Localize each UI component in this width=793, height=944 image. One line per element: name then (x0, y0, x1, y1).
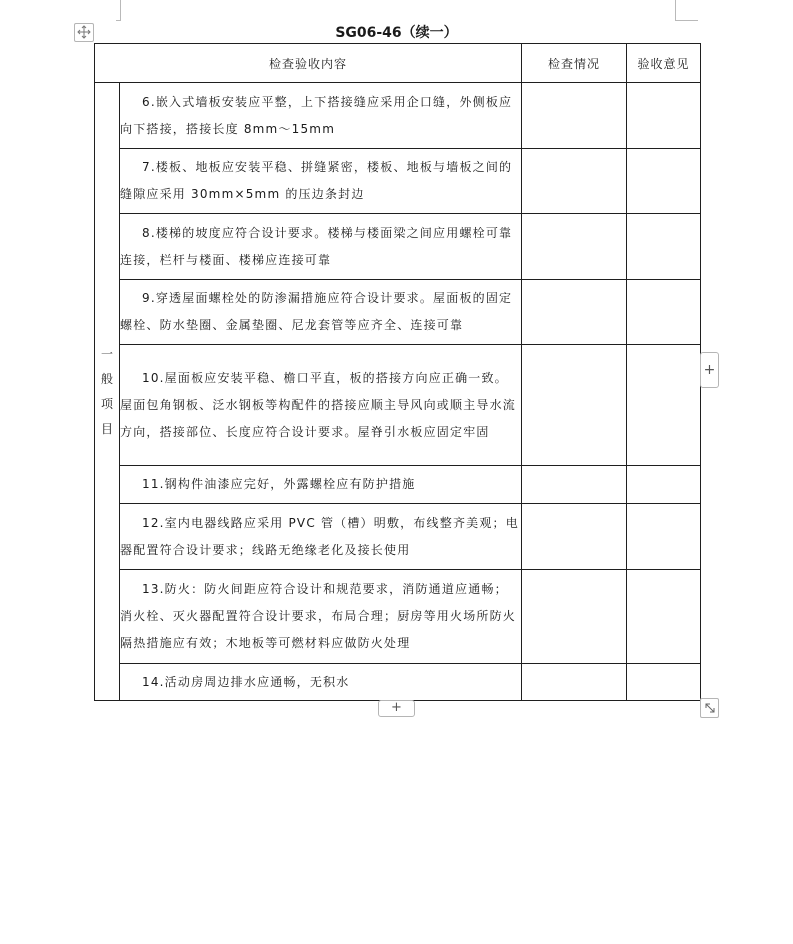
item-status-cell[interactable] (522, 280, 627, 345)
item-opinion-cell[interactable] (627, 504, 701, 570)
table-header-row (95, 44, 701, 83)
item-status-cell[interactable] (522, 466, 627, 504)
plus-icon: + (391, 700, 402, 715)
category-char: 项 (100, 396, 113, 411)
table-row (95, 664, 701, 701)
item-status-cell[interactable] (522, 504, 627, 570)
item-status-cell[interactable] (522, 149, 627, 214)
category-char: 一 (100, 346, 113, 361)
table-row (95, 149, 701, 214)
item-content-cell[interactable]: 6.嵌入式墙板安装应平整，上下搭接缝应采用企口缝，外侧板应向下搭接，搭接长度 8mm～15mm (120, 83, 522, 149)
item-content-cell[interactable]: 9.穿透屋面螺栓处的防渗漏措施应符合设计要求。屋面板的固定螺栓、防水垫圈、金属垫圈、尼龙套管等应齐全、连接可靠 (120, 280, 522, 345)
item-content-cell[interactable]: 14.活动房周边排水应通畅，无积水 (120, 664, 522, 701)
category-cell-general-items[interactable] (95, 83, 120, 701)
item-content-cell[interactable]: 13.防火：防火间距应符合设计和规范要求，消防通道应通畅；消火栓、灭火器配置符合设计要求，布局合理；厨房等用火场所防火隔热措施应有效；木地板等可燃材料应做防火处理 (120, 570, 522, 664)
item-content-cell[interactable]: 10.屋面板应安装平稳、檐口平直，板的搭接方向应正确一致。屋面包角钢板、泛水钢板等构配件的搭接应顺主导风向或顺主导水流方向，搭接部位、长度应符合设计要求。屋脊引水板应固定牢固 (120, 345, 522, 466)
item-opinion-cell[interactable] (627, 664, 701, 701)
item-status-cell[interactable] (522, 664, 627, 701)
item-status-cell[interactable] (522, 345, 627, 466)
item-opinion-cell[interactable] (627, 466, 701, 504)
table-row (95, 504, 701, 570)
item-content-cell[interactable]: 11.钢构件油漆应完好，外露螺栓应有防护措施 (120, 466, 522, 504)
page-corner-mark-left (116, 0, 121, 21)
table-row (95, 345, 701, 466)
item-content-cell[interactable]: 8.楼梯的坡度应符合设计要求。楼梯与楼面梁之间应用螺栓可靠连接，栏杆与楼面、楼梯应连接可靠 (120, 214, 522, 280)
item-opinion-cell[interactable] (627, 83, 701, 149)
item-status-cell[interactable] (522, 570, 627, 664)
table-row (95, 570, 701, 664)
table-row (95, 466, 701, 504)
table-row (95, 83, 701, 149)
item-status-cell[interactable] (522, 214, 627, 280)
item-status-cell[interactable] (522, 83, 627, 149)
page-corner-mark-right (675, 0, 698, 21)
item-content-cell[interactable]: 12.室内电器线路应采用 PVC 管（槽）明敷，布线整齐美观；电器配置符合设计要求；线路无绝缘老化及接长使用 (120, 504, 522, 570)
item-opinion-cell[interactable] (627, 345, 701, 466)
header-opinion[interactable]: 验收意见 (627, 44, 701, 83)
document-title: SG06-46（续一） (335, 25, 458, 41)
add-column-button[interactable] (700, 352, 719, 388)
table-resize-handle[interactable] (700, 698, 719, 718)
header-content[interactable]: 检查验收内容 (95, 44, 522, 83)
header-status[interactable]: 检查情况 (522, 44, 627, 83)
resize-arrows-icon (704, 702, 716, 714)
category-char: 般 (100, 371, 113, 386)
plus-icon: + (703, 362, 716, 378)
item-opinion-cell[interactable] (627, 570, 701, 664)
item-opinion-cell[interactable] (627, 280, 701, 345)
inspection-table (94, 43, 701, 701)
add-row-button[interactable] (378, 700, 415, 717)
table-row (95, 280, 701, 345)
table-row (95, 214, 701, 280)
category-char: 目 (100, 421, 113, 436)
item-opinion-cell[interactable] (627, 149, 701, 214)
item-opinion-cell[interactable] (627, 214, 701, 280)
item-content-cell[interactable]: 7.楼板、地板应安装平稳、拼缝紧密，楼板、地板与墙板之间的缝隙应采用 30mm×5mm 的压边条封边 (120, 149, 522, 214)
